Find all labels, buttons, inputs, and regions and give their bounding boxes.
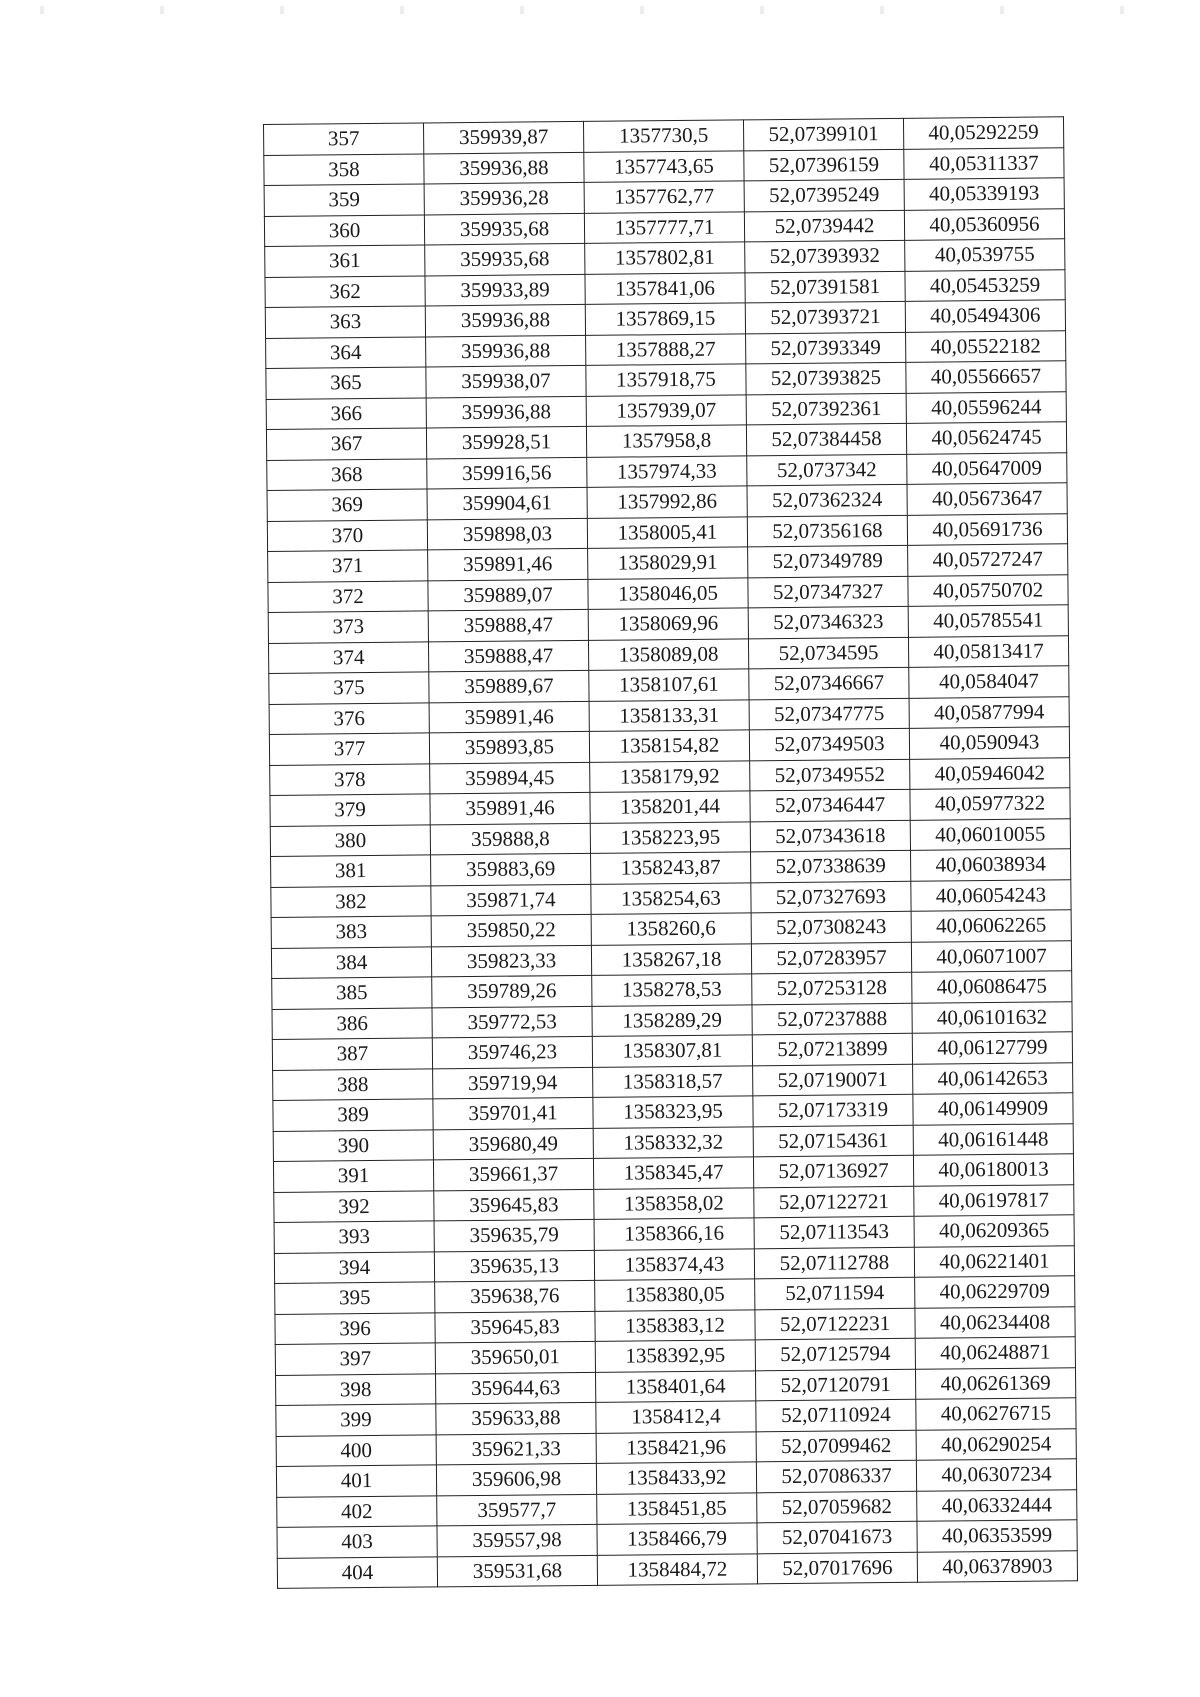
- y-coordinate-cell: 1357939,07: [586, 394, 746, 426]
- x-coordinate-cell: 359557,98: [437, 1524, 597, 1556]
- x-coordinate-cell: 359893,85: [429, 731, 589, 763]
- point-number-cell: 374: [268, 641, 428, 673]
- latitude-cell: 52,07120791: [755, 1369, 915, 1401]
- longitude-cell: 40,06010055: [910, 818, 1070, 850]
- longitude-cell: 40,06149909: [913, 1093, 1073, 1125]
- latitude-cell: 52,07253128: [752, 972, 912, 1004]
- x-coordinate-cell: 359531,68: [437, 1555, 597, 1587]
- point-number-cell: 391: [273, 1160, 433, 1192]
- latitude-cell: 52,07308243: [751, 911, 911, 943]
- y-coordinate-cell: 1358466,79: [597, 1523, 757, 1555]
- point-number-cell: 395: [275, 1282, 435, 1314]
- point-number-cell: 385: [272, 977, 432, 1009]
- longitude-cell: 40,05596244: [906, 391, 1066, 423]
- longitude-cell: 40,06209365: [914, 1215, 1074, 1247]
- y-coordinate-cell: 1358307,81: [592, 1035, 752, 1067]
- x-coordinate-cell: 359871,74: [431, 884, 591, 916]
- x-coordinate-cell: 359635,13: [434, 1250, 594, 1282]
- point-number-cell: 373: [268, 611, 428, 643]
- x-coordinate-cell: 359661,37: [433, 1158, 593, 1190]
- point-number-cell: 390: [273, 1129, 433, 1161]
- y-coordinate-cell: 1358223,95: [590, 821, 750, 853]
- latitude-cell: 52,07059682: [757, 1491, 917, 1523]
- latitude-cell: 52,07349503: [749, 728, 909, 760]
- y-coordinate-cell: 1358107,61: [589, 669, 749, 701]
- coordinates-table-container: [263, 116, 1077, 1589]
- latitude-cell: 52,07393349: [746, 332, 906, 364]
- y-coordinate-cell: 1358243,87: [591, 852, 751, 884]
- x-coordinate-cell: 359933,89: [425, 274, 585, 306]
- x-coordinate-cell: 359916,56: [427, 457, 587, 489]
- point-number-cell: 392: [274, 1190, 434, 1222]
- point-number-cell: 400: [276, 1434, 436, 1466]
- longitude-cell: 40,05877994: [909, 696, 1069, 728]
- point-number-cell: 357: [264, 123, 424, 155]
- y-coordinate-cell: 1357888,27: [586, 333, 746, 365]
- y-coordinate-cell: 1358323,95: [593, 1096, 753, 1128]
- latitude-cell: 52,07017696: [757, 1552, 917, 1584]
- point-number-cell: 362: [265, 275, 425, 307]
- point-number-cell: 359: [264, 184, 424, 216]
- point-number-cell: 402: [277, 1495, 437, 1527]
- latitude-cell: 52,07396159: [744, 149, 904, 181]
- x-coordinate-cell: 359889,07: [428, 579, 588, 611]
- point-number-cell: 379: [270, 794, 430, 826]
- x-coordinate-cell: 359701,41: [433, 1097, 593, 1129]
- longitude-cell: 40,05673647: [907, 483, 1067, 515]
- y-coordinate-cell: 1358380,05: [595, 1279, 755, 1311]
- point-number-cell: 364: [266, 336, 426, 368]
- latitude-cell: 52,07086337: [756, 1460, 916, 1492]
- latitude-cell: 52,07356168: [747, 515, 907, 547]
- longitude-cell: 40,06276715: [916, 1398, 1076, 1430]
- y-coordinate-cell: 1358154,82: [589, 730, 749, 762]
- latitude-cell: 52,07122231: [755, 1308, 915, 1340]
- point-number-cell: 403: [277, 1526, 437, 1558]
- point-number-cell: 389: [273, 1099, 433, 1131]
- point-number-cell: 396: [275, 1312, 435, 1344]
- longitude-cell: 40,05360956: [904, 208, 1064, 240]
- y-coordinate-cell: 1358401,64: [595, 1370, 755, 1402]
- longitude-cell: 40,05494306: [905, 300, 1065, 332]
- latitude-cell: 52,07283957: [751, 942, 911, 974]
- table-row: [277, 1550, 1077, 1588]
- latitude-cell: 52,07173319: [753, 1094, 913, 1126]
- y-coordinate-cell: 1358392,95: [595, 1340, 755, 1372]
- point-number-cell: 394: [274, 1251, 434, 1283]
- point-number-cell: 399: [276, 1404, 436, 1436]
- longitude-cell: 40,06161448: [913, 1123, 1073, 1155]
- y-coordinate-cell: 1357743,65: [584, 150, 744, 182]
- y-coordinate-cell: 1358089,08: [588, 638, 748, 670]
- point-number-cell: 383: [271, 916, 431, 948]
- latitude-cell: 52,07362324: [747, 484, 907, 516]
- latitude-cell: 52,07393932: [745, 240, 905, 272]
- y-coordinate-cell: 1358289,29: [592, 1004, 752, 1036]
- longitude-cell: 40,06180013: [913, 1154, 1073, 1186]
- x-coordinate-cell: 359645,83: [434, 1189, 594, 1221]
- x-coordinate-cell: 359935,68: [425, 243, 585, 275]
- y-coordinate-cell: 1358267,18: [591, 943, 751, 975]
- latitude-cell: 52,0739442: [744, 210, 904, 242]
- y-coordinate-cell: 1358332,32: [593, 1126, 753, 1158]
- longitude-cell: 40,06261369: [915, 1367, 1075, 1399]
- longitude-cell: 40,06378903: [917, 1550, 1077, 1582]
- longitude-cell: 40,06290254: [916, 1428, 1076, 1460]
- latitude-cell: 52,0711594: [755, 1277, 915, 1309]
- y-coordinate-cell: 1357869,15: [585, 303, 745, 335]
- point-number-cell: 382: [271, 885, 431, 917]
- longitude-cell: 40,05946042: [910, 757, 1070, 789]
- point-number-cell: 365: [266, 367, 426, 399]
- x-coordinate-cell: 359936,88: [425, 304, 585, 336]
- longitude-cell: 40,05691736: [907, 513, 1067, 545]
- point-number-cell: 397: [275, 1343, 435, 1375]
- x-coordinate-cell: 359904,61: [427, 487, 587, 519]
- longitude-cell: 40,06221401: [914, 1245, 1074, 1277]
- point-number-cell: 398: [276, 1373, 436, 1405]
- latitude-cell: 52,07237888: [752, 1003, 912, 1035]
- x-coordinate-cell: 359680,49: [433, 1128, 593, 1160]
- longitude-cell: 40,06062265: [911, 910, 1071, 942]
- longitude-cell: 40,06307234: [916, 1459, 1076, 1491]
- y-coordinate-cell: 1358046,05: [588, 577, 748, 609]
- latitude-cell: 52,07041673: [757, 1521, 917, 1553]
- point-number-cell: 360: [264, 214, 424, 246]
- point-number-cell: 371: [268, 550, 428, 582]
- longitude-cell: 40,05311337: [904, 147, 1064, 179]
- y-coordinate-cell: 1358005,41: [587, 516, 747, 548]
- longitude-cell: 40,05750702: [908, 574, 1068, 606]
- y-coordinate-cell: 1358412,4: [596, 1401, 756, 1433]
- x-coordinate-cell: 359936,88: [424, 152, 584, 184]
- point-number-cell: 386: [272, 1007, 432, 1039]
- latitude-cell: 52,07338639: [751, 850, 911, 882]
- x-coordinate-cell: 359939,87: [423, 121, 583, 153]
- x-coordinate-cell: 359635,79: [434, 1219, 594, 1251]
- y-coordinate-cell: 1357974,33: [587, 455, 747, 487]
- point-number-cell: 378: [270, 763, 430, 795]
- longitude-cell: 40,05813417: [908, 635, 1068, 667]
- longitude-cell: 40,05977322: [910, 788, 1070, 820]
- y-coordinate-cell: 1358133,31: [589, 699, 749, 731]
- longitude-cell: 40,05453259: [905, 269, 1065, 301]
- longitude-cell: 40,05727247: [908, 544, 1068, 576]
- x-coordinate-cell: 359888,47: [428, 640, 588, 672]
- x-coordinate-cell: 359577,7: [437, 1494, 597, 1526]
- longitude-cell: 40,05647009: [907, 452, 1067, 484]
- latitude-cell: 52,07110924: [756, 1399, 916, 1431]
- point-number-cell: 377: [269, 733, 429, 765]
- longitude-cell: 40,05566657: [906, 361, 1066, 393]
- y-coordinate-cell: 1358069,96: [588, 608, 748, 640]
- y-coordinate-cell: 1358421,96: [596, 1431, 756, 1463]
- y-coordinate-cell: 1358318,57: [593, 1065, 753, 1097]
- point-number-cell: 375: [269, 672, 429, 704]
- longitude-cell: 40,06101632: [912, 1001, 1072, 1033]
- point-number-cell: 370: [267, 519, 427, 551]
- latitude-cell: 52,07327693: [751, 881, 911, 913]
- point-number-cell: 358: [264, 153, 424, 185]
- point-number-cell: 393: [274, 1221, 434, 1253]
- latitude-cell: 52,07346447: [750, 789, 910, 821]
- point-number-cell: 401: [276, 1465, 436, 1497]
- latitude-cell: 52,07391581: [745, 271, 905, 303]
- point-number-cell: 376: [269, 702, 429, 734]
- latitude-cell: 52,07347775: [749, 698, 909, 730]
- x-coordinate-cell: 359889,67: [429, 670, 589, 702]
- latitude-cell: 52,07213899: [752, 1033, 912, 1065]
- point-number-cell: 363: [265, 306, 425, 338]
- y-coordinate-cell: 1358366,16: [594, 1218, 754, 1250]
- y-coordinate-cell: 1357992,86: [587, 486, 747, 518]
- coordinates-table-body: [264, 117, 1078, 1589]
- x-coordinate-cell: 359850,22: [431, 914, 591, 946]
- latitude-cell: 52,0737342: [747, 454, 907, 486]
- x-coordinate-cell: 359650,01: [435, 1341, 595, 1373]
- latitude-cell: 52,07399101: [743, 118, 903, 150]
- latitude-cell: 52,07099462: [756, 1430, 916, 1462]
- longitude-cell: 40,06197817: [914, 1184, 1074, 1216]
- longitude-cell: 40,05624745: [906, 422, 1066, 454]
- latitude-cell: 52,07393721: [745, 301, 905, 333]
- x-coordinate-cell: 359891,46: [428, 548, 588, 580]
- x-coordinate-cell: 359888,47: [428, 609, 588, 641]
- longitude-cell: 40,05339193: [904, 178, 1064, 210]
- longitude-cell: 40,0590943: [909, 727, 1069, 759]
- point-number-cell: 369: [267, 489, 427, 521]
- longitude-cell: 40,06353599: [917, 1520, 1077, 1552]
- point-number-cell: 388: [273, 1068, 433, 1100]
- longitude-cell: 40,06071007: [911, 940, 1071, 972]
- y-coordinate-cell: 1358345,47: [593, 1157, 753, 1189]
- longitude-cell: 40,06086475: [912, 971, 1072, 1003]
- y-coordinate-cell: 1358260,6: [591, 913, 751, 945]
- longitude-cell: 40,0584047: [909, 666, 1069, 698]
- point-number-cell: 367: [266, 428, 426, 460]
- x-coordinate-cell: 359936,88: [426, 396, 586, 428]
- x-coordinate-cell: 359638,76: [435, 1280, 595, 1312]
- x-coordinate-cell: 359772,53: [432, 1006, 592, 1038]
- y-coordinate-cell: 1358254,63: [591, 882, 751, 914]
- longitude-cell: 40,06234408: [915, 1306, 1075, 1338]
- longitude-cell: 40,06142653: [913, 1062, 1073, 1094]
- latitude-cell: 52,07122721: [754, 1186, 914, 1218]
- longitude-cell: 40,06054243: [911, 879, 1071, 911]
- y-coordinate-cell: 1357802,81: [585, 242, 745, 274]
- latitude-cell: 52,07349789: [748, 545, 908, 577]
- point-number-cell: 361: [265, 245, 425, 277]
- scan-noise: [0, 6, 1200, 14]
- x-coordinate-cell: 359621,33: [436, 1433, 596, 1465]
- x-coordinate-cell: 359891,46: [429, 701, 589, 733]
- x-coordinate-cell: 359644,63: [436, 1372, 596, 1404]
- y-coordinate-cell: 1357762,77: [584, 181, 744, 213]
- x-coordinate-cell: 359928,51: [426, 426, 586, 458]
- longitude-cell: 40,05785541: [908, 605, 1068, 637]
- y-coordinate-cell: 1358374,43: [594, 1248, 754, 1280]
- x-coordinate-cell: 359746,23: [432, 1036, 592, 1068]
- longitude-cell: 40,05292259: [903, 117, 1063, 149]
- point-number-cell: 404: [277, 1556, 437, 1588]
- latitude-cell: 52,07349552: [750, 759, 910, 791]
- y-coordinate-cell: 1358433,92: [596, 1462, 756, 1494]
- x-coordinate-cell: 359789,26: [432, 975, 592, 1007]
- x-coordinate-cell: 359883,69: [431, 853, 591, 885]
- y-coordinate-cell: 1357730,5: [583, 120, 743, 152]
- latitude-cell: 52,07125794: [755, 1338, 915, 1370]
- latitude-cell: 52,07113543: [754, 1216, 914, 1248]
- y-coordinate-cell: 1357777,71: [584, 211, 744, 243]
- y-coordinate-cell: 1358358,02: [594, 1187, 754, 1219]
- point-number-cell: 384: [271, 946, 431, 978]
- y-coordinate-cell: 1358383,12: [595, 1309, 755, 1341]
- latitude-cell: 52,07190071: [753, 1064, 913, 1096]
- y-coordinate-cell: 1358179,92: [590, 760, 750, 792]
- y-coordinate-cell: 1358029,91: [588, 547, 748, 579]
- latitude-cell: 52,0734595: [748, 637, 908, 669]
- longitude-cell: 40,06038934: [911, 849, 1071, 881]
- x-coordinate-cell: 359935,68: [424, 213, 584, 245]
- x-coordinate-cell: 359606,98: [436, 1463, 596, 1495]
- y-coordinate-cell: 1358201,44: [590, 791, 750, 823]
- y-coordinate-cell: 1357958,8: [586, 425, 746, 457]
- x-coordinate-cell: 359719,94: [433, 1067, 593, 1099]
- latitude-cell: 52,07347327: [748, 576, 908, 608]
- latitude-cell: 52,07395249: [744, 179, 904, 211]
- point-number-cell: 381: [271, 855, 431, 887]
- longitude-cell: 40,0539755: [905, 239, 1065, 271]
- latitude-cell: 52,07384458: [746, 423, 906, 455]
- y-coordinate-cell: 1358451,85: [597, 1492, 757, 1524]
- point-number-cell: 380: [270, 824, 430, 856]
- latitude-cell: 52,07154361: [753, 1125, 913, 1157]
- coordinates-table: [263, 116, 1078, 1589]
- x-coordinate-cell: 359645,83: [435, 1311, 595, 1343]
- point-number-cell: 372: [268, 580, 428, 612]
- x-coordinate-cell: 359633,88: [436, 1402, 596, 1434]
- longitude-cell: 40,06248871: [915, 1337, 1075, 1369]
- x-coordinate-cell: 359891,46: [430, 792, 590, 824]
- y-coordinate-cell: 1358278,53: [592, 974, 752, 1006]
- point-number-cell: 368: [267, 458, 427, 490]
- y-coordinate-cell: 1358484,72: [597, 1553, 757, 1585]
- point-number-cell: 366: [266, 397, 426, 429]
- longitude-cell: 40,06332444: [917, 1489, 1077, 1521]
- x-coordinate-cell: 359936,88: [426, 335, 586, 367]
- x-coordinate-cell: 359938,07: [426, 365, 586, 397]
- point-number-cell: 387: [272, 1038, 432, 1070]
- x-coordinate-cell: 359898,03: [427, 518, 587, 550]
- latitude-cell: 52,07136927: [753, 1155, 913, 1187]
- longitude-cell: 40,06127799: [912, 1032, 1072, 1064]
- x-coordinate-cell: 359936,28: [424, 182, 584, 214]
- longitude-cell: 40,05522182: [906, 330, 1066, 362]
- y-coordinate-cell: 1357918,75: [586, 364, 746, 396]
- x-coordinate-cell: 359894,45: [430, 762, 590, 794]
- latitude-cell: 52,07346667: [749, 667, 909, 699]
- latitude-cell: 52,07112788: [754, 1247, 914, 1279]
- latitude-cell: 52,07343618: [750, 820, 910, 852]
- x-coordinate-cell: 359888,8: [430, 823, 590, 855]
- latitude-cell: 52,07346323: [748, 606, 908, 638]
- y-coordinate-cell: 1357841,06: [585, 272, 745, 304]
- x-coordinate-cell: 359823,33: [431, 945, 591, 977]
- latitude-cell: 52,07393825: [746, 362, 906, 394]
- latitude-cell: 52,07392361: [746, 393, 906, 425]
- longitude-cell: 40,06229709: [915, 1276, 1075, 1308]
